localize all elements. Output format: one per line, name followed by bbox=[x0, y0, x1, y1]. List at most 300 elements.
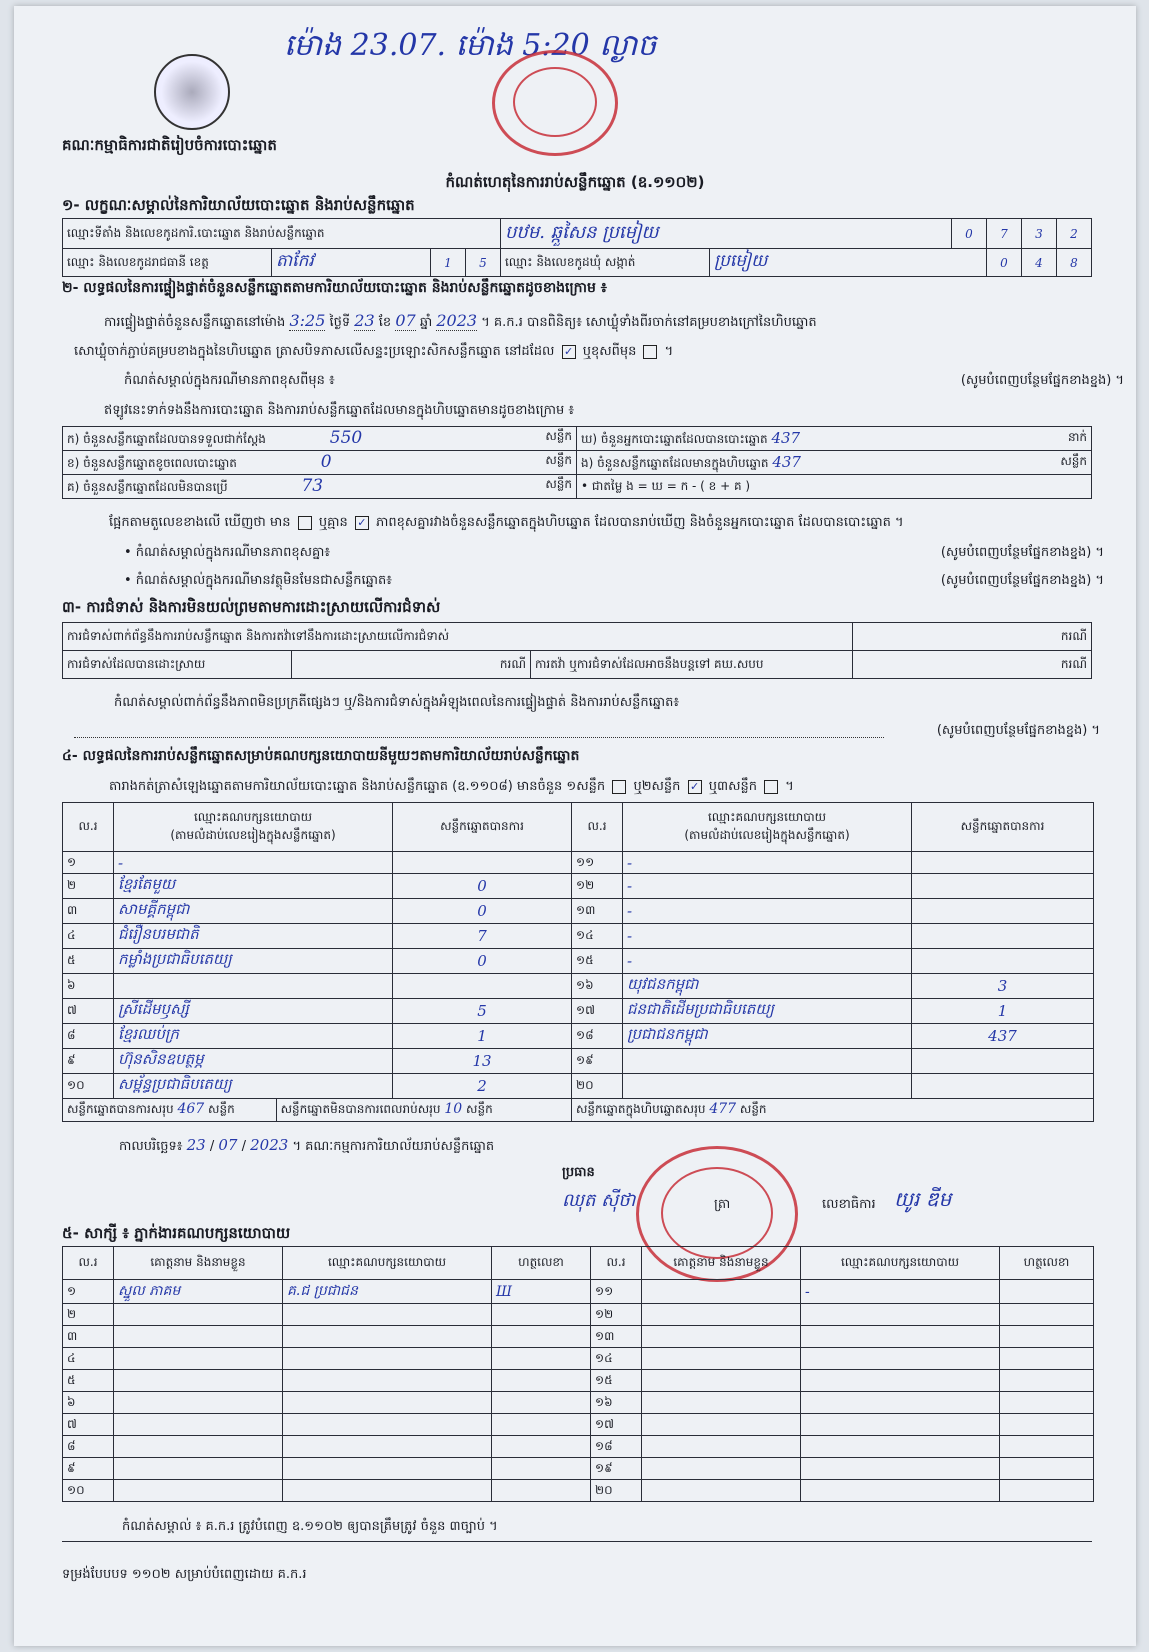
party-votes bbox=[393, 974, 572, 999]
commune-code-digit: 8 bbox=[1057, 249, 1092, 277]
row-no: ១៤ bbox=[591, 1348, 642, 1370]
party-name: ហ៊ុនសិនឧបត្ថម្ភ bbox=[114, 1049, 393, 1074]
row-no: ១៦ bbox=[591, 1392, 642, 1414]
witness-party bbox=[801, 1370, 1000, 1392]
total-box-value: 477 bbox=[709, 1101, 737, 1117]
row-no: ៥ bbox=[63, 949, 114, 974]
party-votes bbox=[912, 852, 1094, 874]
form-title: កំណត់ហេតុនៃការរាប់សន្លឹកឆ្នោត (ឧ.១១០២) bbox=[445, 173, 705, 191]
received-label: ក) ចំនួនសន្លឹកឆ្នោតដែលបានទទួលជាក់ស្តែង bbox=[67, 432, 266, 446]
chair-signature: ឈុត ស៊ីថា bbox=[562, 1190, 636, 1211]
witness-signature bbox=[492, 1348, 591, 1370]
irregularity-note: កំណត់សម្គាល់ពាក់ព័ន្ធនឹងភាពមិនប្រក្រតីផ្សេងៗ ឬ/និងការជំទាស់ក្នុងអំឡុងពេលនៃការផ្ទៀងផ្ទាត់ និងការរាប់សន្លឹកឆ្នោត៖ bbox=[114, 695, 680, 710]
verification-text-d: ឆ្នាំ bbox=[419, 315, 433, 330]
tally-intro-a: តារាងកត់ត្រាសំឡេងឆ្នោតតាមការិយាល័យបោះឆ្នោត និងរាប់សន្លឹកឆ្នោត (ឧ.១១០៨) មានចំនួន ១សន្លឹក bbox=[109, 779, 606, 794]
col-no: ល.រ bbox=[591, 1247, 642, 1280]
witness-signature bbox=[1000, 1348, 1094, 1370]
section1-table bbox=[62, 218, 1092, 277]
ballot-row bbox=[63, 451, 1092, 475]
unit: សន្លឹក bbox=[545, 477, 572, 491]
note-changed-fill-label: (សូមបំពេញបន្ថែមផ្នែកខាងខ្នង) ។ bbox=[960, 373, 1124, 388]
party-name: ប្រជាជនកម្ពុជា bbox=[623, 1024, 912, 1049]
party-votes: 0 bbox=[393, 949, 572, 974]
difference-text-a: ផ្អែកតាមតួលេខខាងលើ ឃើញថា មាន bbox=[109, 515, 291, 530]
date-month: 07 bbox=[218, 1136, 238, 1154]
witness-party: គ.ជ ប្រជាជន bbox=[283, 1280, 492, 1304]
table-row bbox=[63, 874, 1094, 899]
col-party: ឈ្មោះគណបក្សនយោបាយ bbox=[283, 1247, 492, 1280]
witness-signature bbox=[1000, 1326, 1094, 1348]
party-votes bbox=[912, 949, 1094, 974]
results-table bbox=[62, 802, 1094, 1122]
date-year: 2023 bbox=[250, 1136, 289, 1154]
row-no: ១០ bbox=[63, 1074, 114, 1099]
table-row bbox=[63, 899, 1094, 924]
nec-emblem-icon bbox=[154, 54, 230, 130]
party-name: យុវជនកម្ពុជា bbox=[623, 974, 912, 999]
witness-signature bbox=[1000, 1480, 1094, 1502]
party-votes: 2 bbox=[393, 1074, 572, 1099]
count-date: កាលបរិច្ឆេទ៖ 23 / 07 / 2023 ។ គណៈកម្មការការិយាល័យរាប់សន្លឹកឆ្នោត bbox=[119, 1136, 495, 1154]
row-no: ១២ bbox=[572, 874, 623, 899]
total-box-label: សន្លឹកឆ្នោតក្នុងហិបឆ្នោតសរុប bbox=[576, 1102, 706, 1116]
location-code-digit: 2 bbox=[1057, 219, 1092, 249]
ballot-counts-table bbox=[62, 426, 1092, 499]
official-stamp-top bbox=[492, 50, 618, 156]
witness-name bbox=[114, 1480, 283, 1502]
note-foreign-fill: (សូមបំពេញបន្ថែមផ្នែកខាងខ្នង) ។ bbox=[940, 573, 1104, 588]
tally-intro-c: ឬ៣សន្លឹក bbox=[708, 779, 757, 794]
table-row bbox=[63, 1326, 1094, 1348]
table-row bbox=[63, 1458, 1094, 1480]
section3-heading: ៣- ការជំទាស់ និងការមិនយល់ព្រមតាមការដោះស្រាយលើការជំទាស់ bbox=[62, 598, 441, 616]
witness-name bbox=[114, 1392, 283, 1414]
witness-party bbox=[283, 1414, 492, 1436]
party-name: សម្ព័ន្ធប្រជាធិបតេយ្យ bbox=[114, 1074, 393, 1099]
total-invalid-label: សន្លឹកឆ្នោតមិនបានការពេលរាប់សរុប bbox=[280, 1102, 441, 1116]
unused-label: គ) ចំនួនសន្លឹកឆ្នោតដែលមិនបានប្រើ bbox=[67, 480, 228, 494]
witness-party bbox=[283, 1480, 492, 1502]
party-votes: 13 bbox=[393, 1049, 572, 1074]
party-votes bbox=[912, 874, 1094, 899]
sheets-3-checkbox[interactable] bbox=[764, 780, 778, 794]
witness-name bbox=[114, 1458, 283, 1480]
table-row bbox=[63, 1074, 1094, 1099]
witness-party bbox=[283, 1326, 492, 1348]
witness-signature bbox=[1000, 1370, 1094, 1392]
section2-heading: ២- លទ្ធផលនៃការផ្ទៀងផ្ទាត់ចំនួនសន្លឹកឆ្នោតតាមការិយាល័យបោះឆ្នោត និងរាប់សន្លឹកឆ្នោតដូចខាងក្រោម ៖ bbox=[62, 280, 607, 296]
table-row bbox=[63, 1392, 1094, 1414]
witness-name bbox=[114, 1414, 283, 1436]
verification-line2-text: សោឃ្លុំចាក់ភ្ជាប់គម្របខាងក្នុងនៃហិបឆ្នោត ត្រាសបិទភាសលើសន្ទះប្រឡោះសិកសន្លឹកឆ្នោត នៅដដែល bbox=[74, 344, 555, 359]
party-votes: 0 bbox=[393, 874, 572, 899]
footer-divider bbox=[62, 1541, 1092, 1542]
witness-signature bbox=[1000, 1392, 1094, 1414]
witness-name bbox=[642, 1326, 801, 1348]
witness-name bbox=[114, 1436, 283, 1458]
complaints-label: ការជំទាស់ពាក់ព័ន្ធនឹងការរាប់សន្លឹកឆ្នោត និងការតវ៉ាទៅនឹងការដោះស្រាយលើការជំទាស់ bbox=[63, 623, 853, 651]
row-no: ១៨ bbox=[572, 1024, 623, 1049]
witness-signature bbox=[1000, 1436, 1094, 1458]
footnote: កំណត់សម្គាល់ ៖ គ.ក.រ ត្រូវបំពេញ ឧ.១១០២ ឲ្យបានត្រឹមត្រូវ ចំនួន ៣ច្បាប់ ។ bbox=[122, 1519, 498, 1534]
witness-signature bbox=[1000, 1280, 1094, 1304]
witness-signature: Ш bbox=[492, 1280, 591, 1304]
voters-value: 437 bbox=[771, 428, 801, 447]
party-votes: 437 bbox=[912, 1024, 1094, 1049]
verification-year: 2023 bbox=[436, 311, 478, 330]
dotted-fill-line bbox=[74, 736, 884, 738]
party-votes: 0 bbox=[393, 899, 572, 924]
witness-party bbox=[801, 1436, 1000, 1458]
witness-party bbox=[283, 1348, 492, 1370]
row-no: ១៩ bbox=[572, 1049, 623, 1074]
party-name: - bbox=[114, 852, 393, 874]
row-no: ៥ bbox=[63, 1370, 114, 1392]
witness-name bbox=[114, 1304, 283, 1326]
witness-party bbox=[283, 1392, 492, 1414]
row-no: ៩ bbox=[63, 1049, 114, 1074]
sheets-1-checkbox[interactable] bbox=[612, 780, 626, 794]
org-name: គណៈកម្មាធិការជាតិរៀបចំការបោះឆ្នោត bbox=[62, 136, 277, 154]
col-name: គោត្តនាម និងនាមខ្លួន bbox=[642, 1247, 801, 1280]
party-name: ខ្មែរឈប់ក្រ bbox=[114, 1024, 393, 1049]
commune-value: ប្រមៀយ bbox=[710, 249, 987, 277]
tally-intro: តារាងកត់ត្រាសំឡេងឆ្នោតតាមការិយាល័យបោះឆ្នោត និងរាប់សន្លឹកឆ្នោត (ឧ.១១០៨) មានចំនួន ១សន្លឹក ឬ២សន្លឹក ✓ ឬ៣សន្លឹក ។ bbox=[109, 779, 794, 794]
row-no: ៣ bbox=[63, 899, 114, 924]
row-no: ៧ bbox=[63, 999, 114, 1024]
total-invalid-cell bbox=[277, 1099, 571, 1121]
party-name: កម្លាំងប្រជាធិបតេយ្យ bbox=[114, 949, 393, 974]
row-no: ១៧ bbox=[591, 1414, 642, 1436]
col-party bbox=[623, 803, 912, 852]
chair-label: ប្រធាន bbox=[562, 1165, 595, 1180]
complaints-table bbox=[62, 622, 1092, 679]
unit: សន្លឹក bbox=[739, 1102, 767, 1116]
row-no: ១៣ bbox=[572, 899, 623, 924]
row-no: ១៨ bbox=[591, 1436, 642, 1458]
spoiled-value: 0 bbox=[320, 452, 332, 472]
witness-signature bbox=[492, 1414, 591, 1436]
col-party-title: ឈ្មោះគណបក្សនយោបាយ bbox=[707, 810, 827, 824]
party-name: សាមគ្គីកម្ពុជា bbox=[114, 899, 393, 924]
witness-name: ស្នួល ភាគម bbox=[114, 1280, 283, 1304]
party-name: - bbox=[623, 949, 912, 974]
verification-text-e: ។ គ.ក.រ បានពិនិត្យ៖ សោឃ្លុំទាំងពីរចាក់នៅគម្របខាងក្រៅនៃហិបឆ្នោត bbox=[481, 315, 817, 330]
witness-signature bbox=[492, 1392, 591, 1414]
witness-party bbox=[283, 1458, 492, 1480]
received-value: 550 bbox=[329, 428, 363, 448]
verification-text-a: ការផ្ទៀងផ្ទាត់ចំនួនសន្លឹកឆ្នោតនៅម៉ោង bbox=[104, 315, 286, 330]
table-row bbox=[63, 1304, 1094, 1326]
row-no: ១៥ bbox=[591, 1370, 642, 1392]
total-valid-cell bbox=[63, 1099, 277, 1121]
col-no: ល.រ bbox=[572, 803, 623, 852]
row-no: ៣ bbox=[63, 1326, 114, 1348]
table-row bbox=[63, 1348, 1094, 1370]
verification-text-b: ថ្ងៃទី bbox=[329, 315, 351, 330]
seal-label: ត្រា bbox=[714, 1197, 731, 1212]
witness-signature bbox=[492, 1370, 591, 1392]
witness-party bbox=[283, 1436, 492, 1458]
witness-name bbox=[642, 1304, 801, 1326]
location-code-digit: 7 bbox=[987, 219, 1022, 249]
row-no: ១ bbox=[63, 852, 114, 874]
row-no: ១៦ bbox=[572, 974, 623, 999]
row-no: ១៥ bbox=[572, 949, 623, 974]
table-row bbox=[63, 1049, 1094, 1074]
col-party-sub: (តាមលំដាប់លេខរៀងក្នុងសន្លឹកឆ្នោត) bbox=[170, 828, 336, 842]
row-no: ១០ bbox=[63, 1480, 114, 1502]
witness-name bbox=[642, 1348, 801, 1370]
irregularity-fill: (សូមបំពេញបន្ថែមផ្នែកខាងខ្នង) ។ bbox=[936, 723, 1100, 738]
formula-label: • ជាតម្លៃ ង = ឃ = ក - ( ខ + គ ) bbox=[581, 478, 751, 493]
sheets-2-checkbox[interactable]: ✓ bbox=[688, 780, 702, 794]
note-changed-label: កំណត់សម្គាល់ក្នុងករណីមានភាពខុសពីមុន ៖ bbox=[124, 373, 335, 388]
total-box-cell bbox=[572, 1099, 1094, 1122]
table-row bbox=[63, 1370, 1094, 1392]
table-row bbox=[63, 1436, 1094, 1458]
witness-party: - bbox=[801, 1280, 1000, 1304]
party-votes: 3 bbox=[912, 974, 1094, 999]
table-row bbox=[63, 999, 1094, 1024]
row-no: ១១ bbox=[591, 1280, 642, 1304]
col-votes: សន្លឹកឆ្នោតបានការ bbox=[393, 803, 572, 852]
ballot-row bbox=[63, 427, 1092, 451]
difference-no-checkbox[interactable]: ✓ bbox=[355, 516, 369, 530]
party-name: - bbox=[623, 874, 912, 899]
witness-name bbox=[114, 1326, 283, 1348]
form-footer: ទម្រង់បែបបទ ១១០២ សម្រាប់បំពេញដោយ គ.ក.រ bbox=[62, 1567, 307, 1582]
changed-checkbox[interactable] bbox=[643, 345, 657, 359]
col-party-title: ឈ្មោះគណបក្សនយោបាយ bbox=[193, 810, 313, 824]
row-no: ៧ bbox=[63, 1414, 114, 1436]
witness-name bbox=[642, 1480, 801, 1502]
table-row bbox=[63, 1280, 1094, 1304]
in-box-value: 437 bbox=[772, 452, 801, 471]
row-no: ៤ bbox=[63, 1348, 114, 1370]
location-code-digit: 3 bbox=[1022, 219, 1057, 249]
row-no: ១២ bbox=[591, 1304, 642, 1326]
party-name: - bbox=[623, 924, 912, 949]
row-no: ១១ bbox=[572, 852, 623, 874]
witness-party bbox=[801, 1480, 1000, 1502]
commune-code-digit: 4 bbox=[1022, 249, 1057, 277]
table-row bbox=[63, 924, 1094, 949]
party-votes: 7 bbox=[393, 924, 572, 949]
row-no: ១៤ bbox=[572, 924, 623, 949]
witness-signature bbox=[1000, 1458, 1094, 1480]
table-row bbox=[63, 1024, 1094, 1049]
section4-heading: ៤- លទ្ធផលនៃការរាប់សន្លឹកឆ្នោតសម្រាប់គណបក្សនយោបាយនីមួយៗតាមការិយាល័យរាប់សន្លឹកឆ្នោត bbox=[62, 748, 580, 764]
secretary-signature: យូរ ឌីម bbox=[894, 1187, 952, 1211]
ballot-row bbox=[63, 475, 1092, 499]
table-row bbox=[63, 949, 1094, 974]
ballot-intro: ឥឡូវនេះទាក់ទងនឹងការបោះឆ្នោត និងការរាប់សន្លឹកឆ្នោតដែលមានក្នុងហិបឆ្នោតមានដូចខាងក្រោម ៖ bbox=[104, 403, 575, 418]
row-no: ១ bbox=[63, 1280, 114, 1304]
note-foreign-object bbox=[124, 572, 1104, 591]
witness-party bbox=[801, 1326, 1000, 1348]
handwritten-date-time: ម៉ោង 23.07. ម៉ោង 5:20 ល្ងាច bbox=[284, 28, 657, 63]
witness-signature bbox=[492, 1436, 591, 1458]
party-name: ខ្មែរតែមួយ bbox=[114, 874, 393, 899]
col-sign: ហត្ថលេខា bbox=[492, 1247, 591, 1280]
party-name: ស្រីដើមឫស្សី bbox=[114, 999, 393, 1024]
note-foreign-label: • កំណត់សម្គាល់ក្នុងករណីមានវត្ថុមិនមែនជាសន្លឹកឆ្នោត៖ bbox=[124, 573, 392, 588]
col-sign: ហត្ថលេខា bbox=[1000, 1247, 1094, 1280]
spoiled-label: ខ) ចំនួនសន្លឹកឆ្នោតខូចពេលបោះឆ្នោត bbox=[67, 456, 237, 470]
party-name bbox=[114, 974, 393, 999]
table-row bbox=[63, 852, 1094, 874]
row-no: ២០ bbox=[591, 1480, 642, 1502]
row-no: ៤ bbox=[63, 924, 114, 949]
witness-signature bbox=[1000, 1414, 1094, 1436]
party-votes bbox=[912, 899, 1094, 924]
totals-left bbox=[63, 1099, 572, 1122]
table-row bbox=[63, 1480, 1094, 1502]
total-valid-value: 467 bbox=[177, 1101, 205, 1117]
party-votes bbox=[912, 1049, 1094, 1074]
province-value: តាកែវ bbox=[272, 249, 431, 277]
row-no: ៦ bbox=[63, 1392, 114, 1414]
party-name: ជំរឿនបរមជាតិ bbox=[114, 924, 393, 949]
note-difference bbox=[124, 544, 1104, 563]
witness-party bbox=[801, 1304, 1000, 1326]
commune-label: ឈ្មោះ និងលេខកូដឃុំ សង្កាត់ bbox=[501, 249, 710, 277]
note-difference-fill: (សូមបំពេញបន្ថែមផ្នែកខាងខ្នង) ។ bbox=[940, 545, 1104, 560]
in-box-label: ង) ចំនួនសន្លឹកឆ្នោតដែលមានក្នុងហិបឆ្នោត bbox=[581, 455, 769, 470]
ballot-count-form bbox=[14, 6, 1136, 1646]
note-difference-label: • កំណត់សម្គាល់ក្នុងករណីមានភាពខុសគ្នា៖ bbox=[124, 545, 331, 560]
col-party: ឈ្មោះគណបក្សនយោបាយ bbox=[801, 1247, 1000, 1280]
row-no: ២ bbox=[63, 874, 114, 899]
witness-signature bbox=[1000, 1304, 1094, 1326]
unit: សន្លឹក bbox=[1060, 453, 1087, 468]
col-no: ល.រ bbox=[63, 803, 114, 852]
difference-text-b: ឬគ្មាន bbox=[318, 515, 348, 530]
case-label: ករណី bbox=[853, 651, 1092, 679]
unit: សន្លឹក bbox=[466, 1102, 493, 1116]
col-party bbox=[114, 803, 393, 852]
witness-party bbox=[283, 1370, 492, 1392]
appeal-label: ការតវ៉ា ឬការជំទាស់ដែលអាចនឹងបន្តទៅ គឃ.សបប bbox=[531, 651, 853, 679]
commune-code-digit: 0 bbox=[987, 249, 1022, 277]
witness-name bbox=[642, 1414, 801, 1436]
difference-yes-checkbox[interactable] bbox=[298, 516, 312, 530]
table-row bbox=[63, 974, 1094, 999]
verification-month: 07 bbox=[395, 311, 416, 330]
row-no: ៦ bbox=[63, 974, 114, 999]
witness-name bbox=[642, 1280, 801, 1304]
row-no: ១៣ bbox=[591, 1326, 642, 1348]
row-no: ១៧ bbox=[572, 999, 623, 1024]
party-votes: 1 bbox=[393, 1024, 572, 1049]
difference-text-c: ភាពខុសគ្នារវាងចំនួនសន្លឹកឆ្នោតក្នុងហិបឆ្នោត ដែលបានរាប់ឃើញ និងចំនួនអ្នកបោះឆ្នោត ដែលបានបោះឆ្នោត ។ bbox=[376, 515, 904, 530]
date-label: កាលបរិច្ឆេទ៖ bbox=[119, 1139, 183, 1154]
total-invalid-value: 10 bbox=[444, 1101, 463, 1117]
row-no: ១៩ bbox=[591, 1458, 642, 1480]
row-no: ៨ bbox=[63, 1024, 114, 1049]
col-name: គោត្តនាម និងនាមខ្លួន bbox=[114, 1247, 283, 1280]
row-no: ៩ bbox=[63, 1458, 114, 1480]
verification-time: 3:25 bbox=[289, 311, 326, 330]
province-label: ឈ្មោះ និងលេខកូដរាជធានី ខេត្ត bbox=[63, 249, 272, 277]
party-votes bbox=[393, 852, 572, 874]
party-name bbox=[623, 1049, 912, 1074]
witness-party bbox=[801, 1392, 1000, 1414]
verification-line2: សោឃ្លុំចាក់ភ្ជាប់គម្របខាងក្នុងនៃហិបឆ្នោត ត្រាសបិទភាសលើសន្ទះប្រឡោះសិកសន្លឹកឆ្នោត នៅដដែល ✓ ឬខុសពីមុន ។ bbox=[74, 344, 674, 359]
section5-heading: ៥- សាក្សី ៖ ភ្នាក់ងារគណបក្សនយោបាយ bbox=[62, 1224, 291, 1242]
party-name: - bbox=[623, 852, 912, 874]
witness-name bbox=[114, 1370, 283, 1392]
note-changed bbox=[124, 372, 1124, 391]
verification-line1 bbox=[104, 311, 817, 333]
witness-signature bbox=[492, 1458, 591, 1480]
party-votes: 1 bbox=[912, 999, 1094, 1024]
col-party-sub: (តាមលំដាប់លេខរៀងក្នុងសន្លឹកឆ្នោត) bbox=[684, 828, 850, 842]
same-checkbox[interactable]: ✓ bbox=[562, 345, 576, 359]
voters-label: ឃ) ចំនួនអ្នកបោះឆ្នោតដែលបានបោះឆ្នោត bbox=[581, 431, 768, 446]
unit: សន្លឹក bbox=[208, 1102, 235, 1116]
date-day: 23 bbox=[186, 1136, 206, 1154]
tally-intro-b: ឬ២សន្លឹក bbox=[633, 779, 681, 794]
location-value: បឋម. ឆ្កួសៃន ប្រមៀយ bbox=[501, 219, 952, 249]
party-name: ជនជាតិដើមប្រជាធិបតេយ្យ bbox=[623, 999, 912, 1024]
party-name bbox=[623, 1074, 912, 1099]
witness-party bbox=[801, 1458, 1000, 1480]
party-votes bbox=[912, 924, 1094, 949]
witness-name bbox=[642, 1370, 801, 1392]
witness-name bbox=[642, 1436, 801, 1458]
col-votes: សន្លឹកឆ្នោតបានការ bbox=[912, 803, 1094, 852]
witness-party bbox=[283, 1304, 492, 1326]
party-name: - bbox=[623, 899, 912, 924]
verification-text-c: ខែ bbox=[378, 315, 392, 330]
location-label: ឈ្មោះទីតាំង និងលេខកូដការិ.បោះឆ្នោត និងរាប់សន្លឹកឆ្នោត bbox=[63, 219, 501, 249]
or-changed-label: ឬខុសពីមុន bbox=[582, 344, 637, 359]
witness-name bbox=[642, 1392, 801, 1414]
unit: សន្លឹក bbox=[545, 429, 572, 443]
date-suffix: ។ គណៈកម្មការការិយាល័យរាប់សន្លឹកឆ្នោត bbox=[292, 1139, 495, 1154]
row-no: ២០ bbox=[572, 1074, 623, 1099]
secretary-label: លេខាធិការ bbox=[822, 1197, 876, 1212]
section1-heading: ១- លក្ខណៈសម្គាល់នៃការិយាល័យបោះឆ្នោត និងរាប់សន្លឹកឆ្នោត bbox=[62, 196, 415, 214]
row-no: ២ bbox=[63, 1304, 114, 1326]
row-no: ៨ bbox=[63, 1436, 114, 1458]
unused-value: 73 bbox=[301, 476, 324, 496]
col-no: ល.រ bbox=[63, 1247, 114, 1280]
witness-name bbox=[114, 1348, 283, 1370]
witness-signature bbox=[492, 1326, 591, 1348]
province-code-digit: 5 bbox=[466, 249, 501, 277]
witness-signature bbox=[492, 1304, 591, 1326]
verification-day: 23 bbox=[354, 311, 375, 330]
total-valid-label: សន្លឹកឆ្នោតបានការសរុប bbox=[67, 1102, 174, 1116]
witness-table bbox=[62, 1246, 1094, 1502]
witness-name bbox=[642, 1458, 801, 1480]
party-votes: 5 bbox=[393, 999, 572, 1024]
unit: សន្លឹក bbox=[545, 453, 572, 467]
unit: នាក់ bbox=[1067, 429, 1087, 444]
resolved-label: ការជំទាស់ដែលបានដោះស្រាយ bbox=[63, 651, 292, 679]
witness-signature bbox=[492, 1480, 591, 1502]
witness-party bbox=[801, 1414, 1000, 1436]
party-votes bbox=[912, 1074, 1094, 1099]
province-code-digit: 1 bbox=[431, 249, 466, 277]
table-row bbox=[63, 1414, 1094, 1436]
difference-line bbox=[109, 514, 904, 533]
location-code-digit: 0 bbox=[952, 219, 987, 249]
witness-party bbox=[801, 1348, 1000, 1370]
